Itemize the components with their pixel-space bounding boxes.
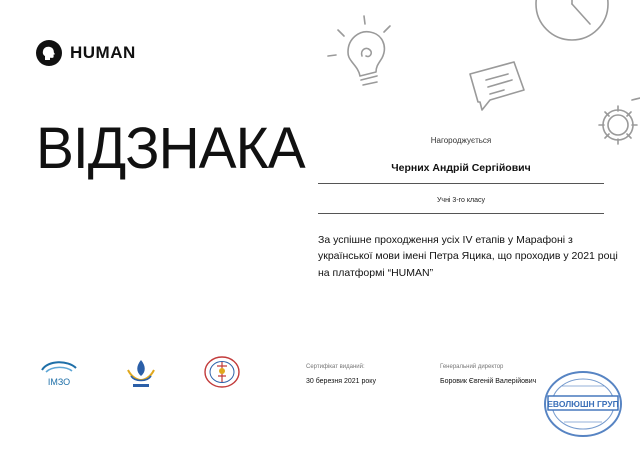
awarded-label: Нагороджується [430,136,492,145]
imzo-logo [38,358,80,388]
clock-icon [536,0,608,40]
gear-icon [599,106,637,144]
stamp-text: ЕВОЛЮШН ГРУП [547,399,619,409]
human-head-icon [36,40,62,66]
director-name: Боровик Євгеній Валерійович [440,378,537,385]
issued-label: Сертифікат виданий: [306,364,365,370]
issued-date: 30 березня 2021 року [306,378,376,385]
chat-bubble-icon [470,62,524,110]
award-description: За успішне проходження усіх IV етапів у Марафоні з української мови імені Петра Яцика, що проходив у 2021 році на платформі “HUMAN” [318,234,618,279]
brand-name: HUMAN [70,43,136,62]
class-label: Учні 3-го класу [436,197,486,204]
imzo-logo-text: ІМЗО [47,377,71,387]
brand-logo [36,40,136,66]
divider-line [318,183,604,184]
decorative-doodles [320,0,640,150]
company-stamp [542,368,624,440]
director-label: Генеральний директор [440,364,504,370]
foundation-emblem [124,356,158,390]
certificate-title: ВІДЗНАКА [36,116,305,181]
divider-line [318,213,604,214]
marathon-emblem [202,356,242,388]
light-bulb-icon [328,16,390,85]
recipient-name: Черних Андрій Сергійович [391,162,531,174]
